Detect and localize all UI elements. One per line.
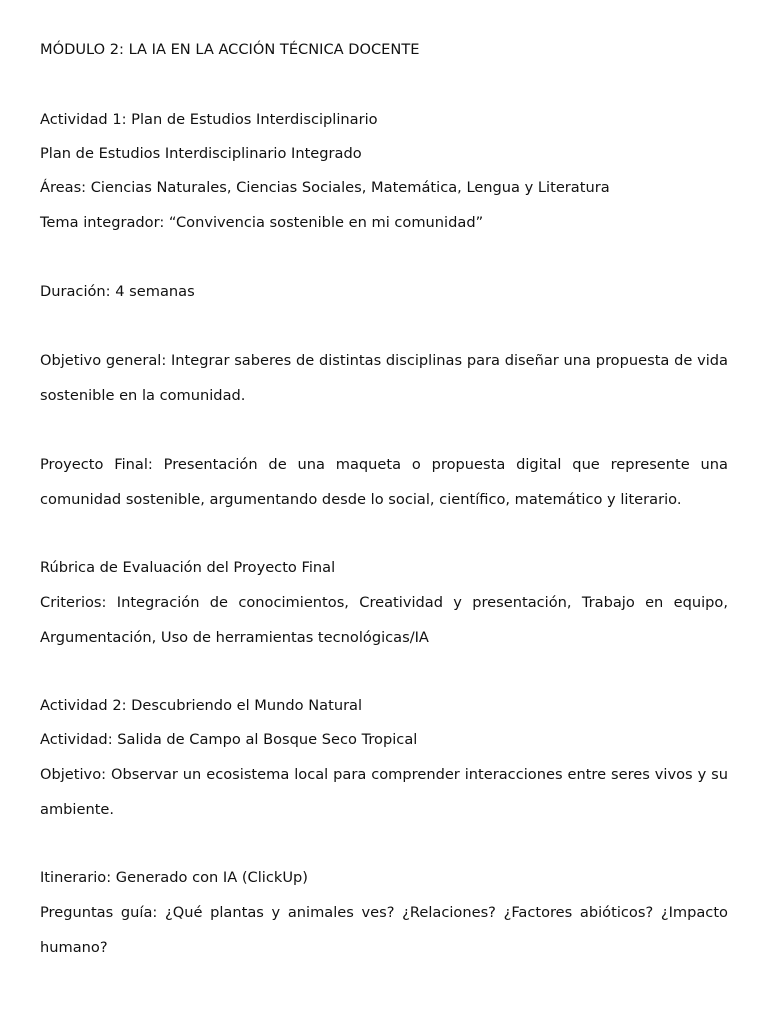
activity2-objective: Objetivo: Observar un ecosistema local para comprender interacciones entre seres vivos y su ambiente.: [40, 766, 728, 818]
activity1-final-project: Proyecto Final: Presentación de una maqueta o propuesta digital que represente una comunidad sostenible, argumentando desde lo social, científico, matemático y literario.: [40, 456, 728, 508]
activity2-guide-questions: Preguntas guía: ¿Qué plantas y animales ves? ¿Relaciones? ¿Factores abióticos? ¿Impacto humano?: [40, 904, 728, 956]
rubric-criteria: Criterios: Integración de conocimientos, Creatividad y presentación, Trabajo en equipo, Argumentación, Uso de herramientas tecnológicas/IA: [40, 594, 728, 646]
activity1-areas: Áreas: Ciencias Naturales, Ciencias Sociales, Matemática, Lengua y Literatura: [40, 179, 610, 196]
activity1-duration: Duración: 4 semanas: [40, 283, 195, 300]
activity2-activity: Actividad: Salida de Campo al Bosque Seco Tropical: [40, 731, 418, 748]
activity1-heading: Actividad 1: Plan de Estudios Interdisciplinario: [40, 111, 378, 128]
module-title: MÓDULO 2: LA IA EN LA ACCIÓN TÉCNICA DOCENTE: [40, 41, 420, 58]
activity2-heading: Actividad 2: Descubriendo el Mundo Natural: [40, 697, 363, 714]
activity1-theme: Tema integrador: “Convivencia sostenible en mi comunidad”: [40, 214, 484, 231]
activity1-subtitle: Plan de Estudios Interdisciplinario Integrado: [40, 145, 362, 162]
activity1-general-objective: Objetivo general: Integrar saberes de distintas disciplinas para diseñar una propuesta de vida sostenible en la comunidad.: [40, 352, 728, 404]
rubric-heading: Rúbrica de Evaluación del Proyecto Final: [40, 559, 336, 576]
activity2-itinerary: Itinerario: Generado con IA (ClickUp): [40, 869, 308, 886]
